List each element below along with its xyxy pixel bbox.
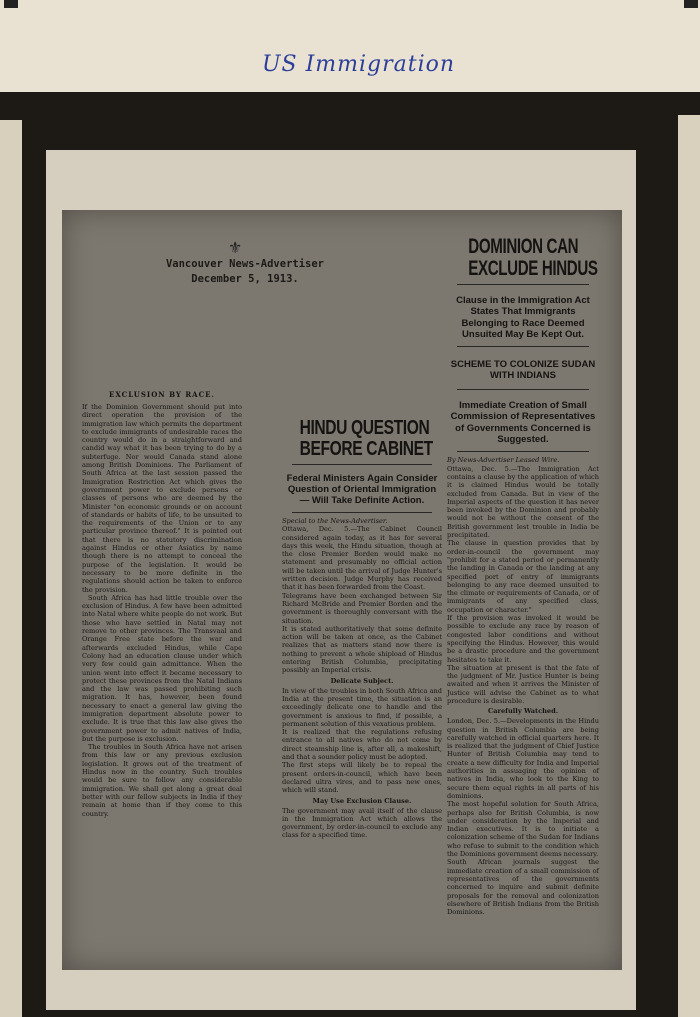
article-paragraph: In view of the troubles in both South Africa and India at the present time, the situation is an exceedingly delicate one to handle and the government is anxious to find, if possible, a permanent solution of this vexatious problem. <box>282 686 442 728</box>
article-paragraph: The first steps will likely be to repeal the present orders-in-council, which have been declared ultra vires, and to pass new ones, which will stand. <box>282 761 442 795</box>
article-paragraph: South African journals suggest the immediate creation of a small commission of representatives of the governments concerned to inquire and submit definite proposals for the removal and colonization elsewhere of British Indians from the British Dominions. <box>447 858 599 917</box>
article-paragraph: South Africa has had little trouble over the exclusion of Hindus. A few have been admitted into Natal where white people do not work. But those who have settled in Natal may not remove to other provinces. The Transvaal and Orange Free state before the war and afterwards excluded Hindus, while Cape Colony had an education clause under which very few could gain admittance. When the union went into effect it became necessary to protect these provinces from the Natal Indians and the law was passed prohibiting such migration. It has, however, been found necessary to enact a general law giving the immigration department absolute power to exclude. It is true that this law also gives the government power to admit natives of India, but the purpose is exclusion. <box>82 593 242 743</box>
article-paragraph: If the Dominion Government should put into direct operation the provision of the immigration law which permits the department to exclude immigrants of undesirable races the country would do in a straightforward and candid way what it has been trying to do by a subterfuge. Nor would Canada stand alone among British Dominions. The Parliament of South Africa at the last session passed the Immigration Restriction Act which gives the government power to exclude persons or classes of persons who are deemed by the Minister "on economic grounds or on account of standards or habits of life, to be unsuited to the requirements of the Union or to any particular province thereof." It is pointed out that there is no statutory discrimination against Hindus or other Asiatics by name though there is no attempt to conceal the purpose of the legislation. It would be necessary to be more definite in the regulations should action be taken to enforce the provision. <box>82 403 242 594</box>
article-paragraph: It is realized that the regulations refusing entrance to all natives who do not come by direct steamship line is, after all, a makeshift, and that a sounder policy must be adopted. <box>282 728 442 762</box>
headline-secondary: SCHEME TO COLONIZE SUDAN WITH INDIANS <box>450 359 596 382</box>
subhead: Carefully Watched. <box>487 707 559 716</box>
article-paragraph: The situation at present is that the fate of the judgment of Mr. Justice Hunter is being awaited and when it arrives the Minister of Justice will advise the Cabinet as to what procedure is desirable. <box>447 663 599 705</box>
article-paragraph: The clause in question provides that by order-in-council the government may "prohibit for a stated period or permanently the landing in Canada or the landing at any specified port of entry of immigrants belonging to any race deemed unsuited to the climate or requirements of Canada, or of immigrants of any specified class, occupation or character." <box>447 539 599 614</box>
dateline: By News-Advertiser Leased Wire. <box>447 456 560 465</box>
deck: Clause in the Immigration Act States That Immigrants Belonging to Race Deemed Unsuited May Be Kept Out. <box>456 295 590 340</box>
divider <box>292 464 432 465</box>
scan-corner-mark-left <box>4 0 18 8</box>
divider <box>457 284 589 285</box>
headline-line: HINDU QUESTION <box>299 417 430 439</box>
article-paragraph: It is stated authoritatively that some definite action will be taken at once, as the Cabinet realizes that as matters stand now there is nothing to prevent a whole shipload of Hindus entering British Columbia, precipitating possibly an Imperial crisis. <box>282 624 442 675</box>
masthead <box>120 255 370 288</box>
scan-corner-mark-right <box>684 0 698 8</box>
dateline: Special to the News-Advertiser. <box>282 517 388 525</box>
divider <box>292 512 432 513</box>
article-exclusion-by-race <box>82 390 242 818</box>
headline-line: BEFORE CABINET <box>299 438 433 460</box>
article-paragraph: If the provision was invoked it would be possible to exclude any race by reason of congested labor conditions and without specifying the Hindus. However, this would be a drastic procedure and the government hesitates to take it. <box>447 614 599 664</box>
page-edge-left <box>0 120 22 1017</box>
headline-line: EXCLUDE HINDUS <box>468 257 598 280</box>
article-paragraph: Ottawa, Dec. 5.—The Immigration Act contains a clause by the application of which it is claimed Hindus would be totally excluded from Canada. But in view of the Imperial aspects of the question it has never been invoked by the Dominion and probably would not be without the consent of the British government lest trouble in India be precipitated. <box>447 464 599 540</box>
headline-line: DOMINION CAN <box>468 235 579 258</box>
article-paragraph: London, Dec. 5.—Developments in the Hindu question in British Columbia are being carefully watched in official quarters here. It is realized that the judgment of Chief Justice Hunter of British Columbia may tend to create a new difficulty for India and Imperial authorities in assuaging the opinion of natives in India, who look to the King to secure them equal rights in all parts of his dominions. <box>447 717 599 800</box>
article-paragraph: The troubles in South Africa have not arisen from this law or any previous exclusion legislation. It grows out of the treatment of Hindus now in the country. Such troubles would be sure to follow any considerable immigration. We shall get along a great deal better with our fellow subjects in India if they remain at home than if they come to this country. <box>82 743 242 818</box>
article-dominion-can-exclude <box>447 236 599 916</box>
newspaper-name: Vancouver News-Advertiser <box>165 258 325 270</box>
crest-icon: ⚜ <box>228 238 243 257</box>
article-paragraph: Telegrams have been exchanged between Sir Richard McBride and Premier Borden and the government is thoroughly conversant with the situation. <box>282 591 442 625</box>
divider <box>457 389 589 390</box>
deck: Federal Ministers Again Consider Question of Oriental Immigration — Will Take Definite Action. <box>286 473 438 506</box>
divider <box>457 451 589 452</box>
article-paragraph: The government may avail itself of the clause in the Immigration Act which allows the government, by order-in-council to exclude any class for a specified time. <box>282 806 442 840</box>
subhead: May Use Exclusion Clause. <box>312 796 412 805</box>
subhead: Delicate Subject. <box>330 676 394 685</box>
divider <box>457 346 589 347</box>
article-paragraph: The most hopeful solution for South Africa, perhaps also for British Columbia, is now under consideration by the Imperial and Indian executives. It is to initiate a colonization scheme of the Sudan for Indians who refuse to submit to the condition which the Dominions government deems necessary. <box>447 800 599 859</box>
page-edge-right <box>678 115 700 1017</box>
deck: Immediate Creation of Small Commission of Representatives of Governments Concerned is Suggested. <box>450 400 596 446</box>
handwritten-note: US Immigration <box>262 52 456 77</box>
article-heading: EXCLUSION BY RACE. <box>109 390 215 399</box>
newspaper-date: December 5, 1913. <box>191 273 299 285</box>
article-hindu-question <box>282 418 442 840</box>
article-paragraph: Ottawa, Dec. 5.—The Cabinet Council considered again today, as it has for several days this week, the Hindu situation, though at the close Premier Borden would make no statement and presumably no official action will be taken until the arrival of Judge Hunter's written decision. Judge Murphy has received that it has been forwarded from the Coast. <box>282 525 442 592</box>
